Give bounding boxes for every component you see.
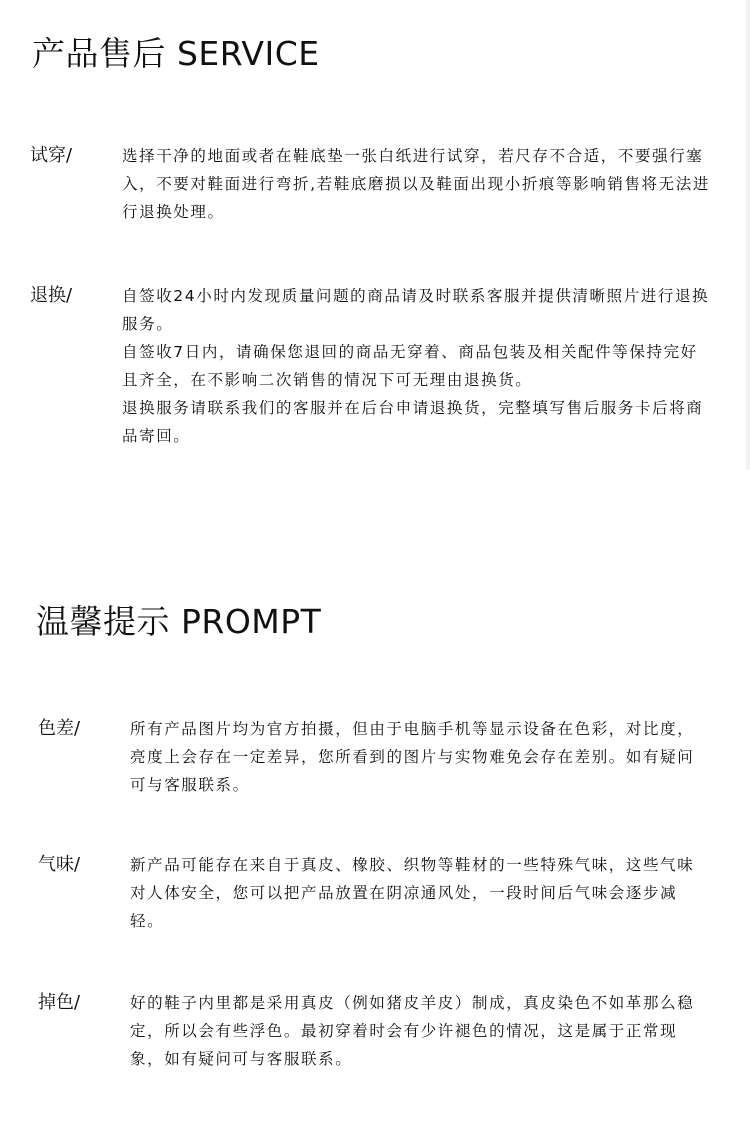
- right-edge-shade: [746, 0, 750, 470]
- row-label-color-difference: 色差/: [38, 718, 81, 739]
- paragraph: 自签收7日内，请确保您退回的商品无穿着、商品包装及相关配件等保持完好且齐全，在不影响二次销售的情况下可无理由退换货。: [122, 343, 698, 389]
- service-section-title: 产品售后 SERVICE: [32, 34, 320, 73]
- paragraph: 自签收24小时内发现质量问题的商品请及时联系客服并提供清晰照片进行退换服务。: [122, 287, 710, 333]
- row-body-tryon: [122, 142, 712, 226]
- paragraph: 所有产品图片均为官方拍摄，但由于电脑手机等显示设备在色彩，对比度，亮度上会存在一定差异，您所看到的图片与实物难免会存在差别。如有疑问可与客服联系。: [130, 720, 695, 794]
- row-label-smell: 气味/: [38, 854, 81, 875]
- row-label-fading: 掉色/: [38, 992, 81, 1013]
- paragraph: 选择干净的地面或者在鞋底垫一张白纸进行试穿，若尺存不合适，不要强行塞入，不要对鞋面进行弯折,若鞋底磨损以及鞋面出现小折痕等影响销售将无法进行退换处理。: [122, 147, 710, 221]
- paragraph: 好的鞋子内里都是采用真皮（例如猪皮羊皮）制成，真皮染色不如革那么稳定，所以会有些浮色。最初穿着时会有少许褪色的情况，这是属于正常现象，如有疑问可与客服联系。: [130, 994, 695, 1068]
- row-label-tryon: 试穿/: [30, 145, 73, 166]
- row-body-smell: [130, 851, 710, 935]
- prompt-section-title: 温馨提示 PROMPT: [36, 602, 322, 641]
- paragraph: 退换服务请联系我们的客服并在后台申请退换货，完整填写售后服务卡后将商品寄回。: [122, 399, 704, 445]
- row-label-return: 退换/: [30, 285, 73, 306]
- row-body-fading: [130, 989, 710, 1073]
- row-body-color-difference: [130, 715, 710, 799]
- paragraph: 新产品可能存在来自于真皮、橡胶、织物等鞋材的一些特殊气味，这些气味对人体安全，您可以把产品放置在阴凉通风处，一段时间后气味会逐步减轻。: [130, 856, 695, 930]
- row-body-return: [122, 282, 712, 450]
